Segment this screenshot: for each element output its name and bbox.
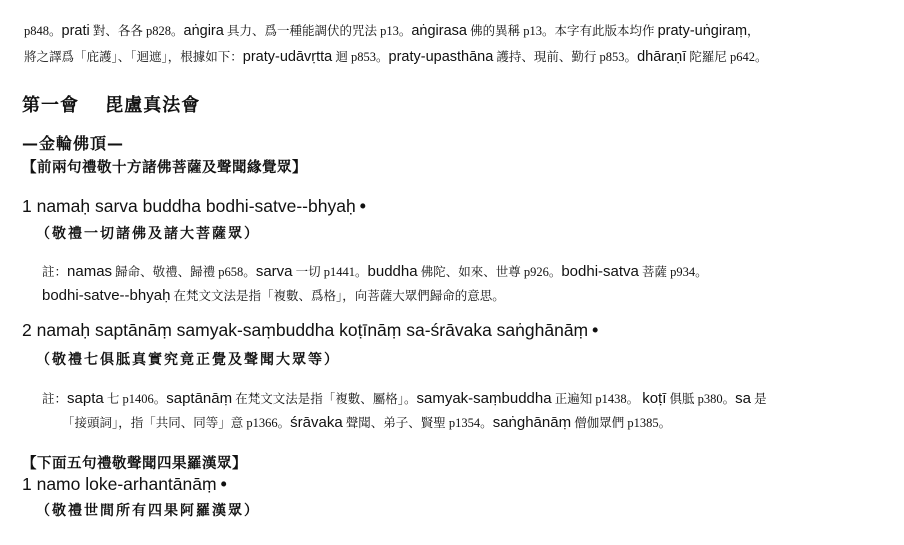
gloss-text: 一切 p1441。 xyxy=(292,265,368,279)
gloss-text: 菩薩 p934。 xyxy=(638,265,708,279)
sanskrit-term: sapta xyxy=(67,390,104,407)
gloss-text: 聲聞、弟子、賢聖 p1354。 xyxy=(342,416,493,430)
sanskrit-term: praty-uṅgiraṃ xyxy=(657,23,748,39)
gloss-text: ， xyxy=(747,24,760,38)
gloss-text: 在梵文文法是指「複數、屬格」。 xyxy=(232,392,417,406)
gloss-text: 佛陀、如來、世尊 p926。 xyxy=(417,265,562,279)
gloss-text: 俱胝 p380。 xyxy=(666,392,736,406)
verse-2-gloss-line-1 xyxy=(42,389,767,407)
gloss-text: 僧伽眾們 p1385。 xyxy=(571,416,672,430)
sanskrit-term: aṅgirasa xyxy=(411,23,467,39)
gloss-text: 是 xyxy=(751,392,767,406)
sanskrit-term: samyak-saṃbuddha xyxy=(416,390,552,407)
gloss-text: 「接頭詞」，指「共同、同等」意 p1366。 xyxy=(62,416,291,430)
sanskrit-term: bodhi-satve--bhyaḥ xyxy=(42,287,171,304)
sanskrit-term: koṭī xyxy=(642,390,667,407)
sanskrit-term: aṅgira xyxy=(183,23,224,39)
verse-2-text: 2 namaḥ saptānāṃ samyak-saṃbuddha koṭīnāṃ sa-śrāvaka saṅghānāṃ xyxy=(22,320,589,340)
gloss-text: p848。 xyxy=(24,24,62,38)
verse-3 xyxy=(22,474,227,495)
sanskrit-term: śrāvaka xyxy=(290,414,343,431)
gloss-text: 註： xyxy=(42,392,68,406)
gloss-text: 將之譯爲「庇護」、「迴遮」，根據如下： xyxy=(24,50,243,64)
gloss-text: 迴 p853。 xyxy=(332,50,389,64)
sanskrit-term: praty-udāvṛtta xyxy=(242,49,333,65)
verse-2-translation: （敬禮七俱胝真實究竟正覺及聲聞大眾等） xyxy=(36,352,340,368)
sanskrit-term: saṅghānāṃ xyxy=(492,414,572,431)
sanskrit-term: prati xyxy=(61,23,90,39)
gloss-text: 歸命、敬禮、歸禮 p658。 xyxy=(112,265,256,279)
gloss-text: 七 p1406。 xyxy=(103,392,167,406)
gloss-text: 護持、現前、勤行 p853。 xyxy=(493,50,638,64)
verse-2 xyxy=(22,320,598,341)
sanskrit-term: sa xyxy=(735,390,752,407)
verse-3-bullet: • xyxy=(220,474,227,494)
gloss-text: 對、各各 p828。 xyxy=(89,24,184,38)
gloss-text: 在梵文文法是指「複數、爲格」，向菩薩大眾們歸命的意思。 xyxy=(170,289,505,303)
sanskrit-term: namas xyxy=(67,263,113,280)
top-note-line-2 xyxy=(24,47,768,65)
sanskrit-term: buddha xyxy=(367,263,418,280)
gloss-text: 陀羅尼 p642。 xyxy=(686,50,768,64)
top-note-line-1 xyxy=(24,21,760,39)
sanskrit-term: praty-upasthāna xyxy=(388,49,494,65)
sanskrit-term: bodhi-satva xyxy=(561,263,639,280)
gloss-text: 具力、爲一種能調伏的咒法 p13。 xyxy=(223,24,412,38)
section-title: 第一會 毘盧真法會 xyxy=(22,95,201,116)
verse-1-text: 1 namaḥ sarva buddha bodhi-satve--bhyaḥ xyxy=(22,196,356,216)
gloss-text: 正遍知 p1438。 xyxy=(551,392,643,406)
verse-3-translation: （敬禮世間所有四果阿羅漢眾） xyxy=(36,503,260,519)
bracket-heading-2: 【下面五句禮敬聲聞四果羅漢眾】 xyxy=(22,456,247,472)
sanskrit-term: sarva xyxy=(255,263,293,280)
verse-3-text: 1 namo loke-arhantānāṃ xyxy=(22,474,217,494)
verse-1-gloss-line-1 xyxy=(42,262,708,280)
sanskrit-term: dhāraṇī xyxy=(637,49,687,65)
verse-1-gloss-line-2 xyxy=(42,286,505,304)
verse-2-bullet: • xyxy=(592,320,599,340)
verse-2-gloss-line-2 xyxy=(62,413,671,431)
verse-1-translation: （敬禮一切諸佛及諸大菩薩眾） xyxy=(36,226,260,242)
verse-1 xyxy=(22,196,366,217)
verse-1-bullet: • xyxy=(359,196,366,216)
bracket-heading-1: 【前兩句禮敬十方諸佛菩薩及聲聞緣覺眾】 xyxy=(22,160,307,176)
gloss-text: 佛的異稱 p13。本字有此版本均作 xyxy=(466,24,658,38)
subsection-title: —金輪佛頂— xyxy=(22,134,125,153)
sanskrit-term: saptānāṃ xyxy=(166,390,233,407)
gloss-text: 註： xyxy=(42,265,68,279)
